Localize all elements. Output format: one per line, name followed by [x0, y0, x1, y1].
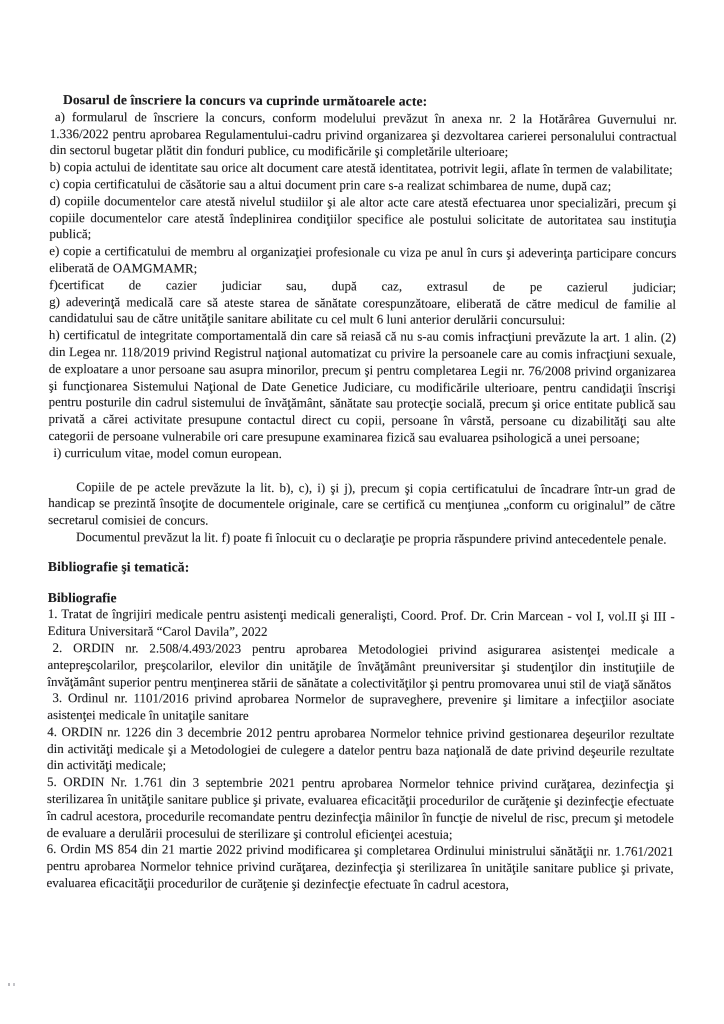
bibliography-item-2: 2. ORDIN nr. 2.508/4.493/2023 pentru aprobarea Metodologiei privind asigurarea asistenţei medicale a antepreşcolarilor, preşcolarilor, elevilor din unităţile de învăţământ preuniversitar şi studenţilor din instituţiile de învăţământ superior pentru menţinerea stării de sănătate a colectivităţilor şi pentru promovarea unui stil de viaţă sănătos [47, 639, 675, 692]
dossier-item-g: g) adeverinţă medicală care să ateste starea de sănătate corespunzătoare, eliberată de către medicul de familie al candidatului sau de către unităţile sanitare abilitate cu cel mult 6 luni anterior derulării concursului: [48, 293, 677, 328]
dossier-item-h: h) certificatul de integritate comportamentală din care să reiasă că nu s-au comis infracţiuni prevăzute la art. 1 alin. (2) din Legea nr. 118/2019 privind Registrul naţional automatizat cu privire la persoanele care au comis infracţiuni sexuale, de exploatare a unor persoane sau asupra minorilor, precum şi pentru completarea Legii nr. 76/2008 privind organizarea şi funcţionarea Sistemului Naţional de Date Genetice Judiciare, cu modificările ulterioare, pentru candidaţii înscrişi pentru posturile din cadrul sistemului de învăţământ, sănătate sau protecţie socială, precum şi orice entitate publică sau privată a cărei activitate presupune contactul direct cu copii, persoane în vârstă, persoane cu dizabilităţi sau alte categorii de persoane vulnerabile ori care presupune examinarea fizică sau evaluarea psihologică a unei persoane; [48, 327, 676, 446]
dossier-item-e: e) copie a certificatului de membru al organizaţiei profesionale cu viza pe anul în curs şi adeverinţa participare concurs eliberată de OAMGMAMR; [49, 243, 677, 276]
scan-speck-artifact [8, 982, 18, 988]
note-declaration: Documentul prevăzut la lit. f) poate fi înlocuit cu o declaraţie pe propria răspundere privind antecedentele penale. [76, 529, 667, 547]
document-content [47, 92, 677, 895]
bibliography-item-6: 6. Ordin MS 854 din 21 martie 2022 privind modificarea şi completarea Ordinului ministrului sănătăţii nr. 1.761/2021 pentru aprobarea Normelor tehnice privind curăţarea, dezinfecţia şi sterilizarea în unităţile sanitare publice şi private, evaluarea eficacităţii procedurilor de curăţenie şi dezinfecţie efectuate în cadrul acestora, [46, 841, 674, 893]
bibliography-item-3: 3. Ordinul nr. 1101/2016 privind aprobarea Normelor de supraveghere, prevenire şi limitare a infecţiilor asociate asistenţei medicale în unitaţile sanitare [47, 690, 675, 723]
bibliography-section-heading: Bibliografie şi tematică: [47, 558, 190, 575]
bibliography-subheading: Bibliografie [47, 589, 117, 605]
dossier-item-d: d) copiile documentelor care atestă nivelul studiilor şi ale altor acte care atestă efectuarea unor specializări, precum şi copiile documentelor care atestă îndeplinirea condiţiilor specifice ale postului solicitate de autoritatea sau instituţia publică; [49, 192, 677, 242]
dossier-item-a: a) formularul de înscriere la concurs, conform modelului prevăzut în anexa nr. 2 la Hotărârea Guvernului nr. 1.336/2022 pentru aprobarea Regulamentului-cadru privind organizarea şi dezvoltarea carierei personalului contractual din sectorul bugetar plătit din fonduri publice, cu modificările şi completările ulterioare; [49, 108, 677, 160]
dossier-heading: Dosarul de înscriere la concurs va cuprinde următoarele acte: [62, 92, 428, 109]
dossier-item-b: b) copia actului de identitate sau orice alt document care atestă identitatea, potrivit legii, aflate în termen de valabilitate; [49, 159, 673, 177]
bibliography-item-5: 5. ORDIN Nr. 1.761 din 3 septembrie 2021 pentru aprobarea Normelor tehnice privind curăţarea, dezinfecţia şi sterilizarea în unităţile sanitare publice şi private, evaluarea eficacităţii procedurilor de curăţenie şi dezinfecţie efectuate în cadrul acestora, procedurile recomandate pentru dezinfecţia mâinilor în funcţie de nivelul de risc, precum şi metodele de evaluare a derulării procesului de sterilizare şi controlul eficienţei acestuia; [46, 774, 675, 842]
dossier-item-i: i) curriculum vitae, model comun european. [53, 444, 282, 461]
note-certified-copies: Copiile de pe actele prevăzute la lit. b), c), i) şi j), precum şi copia certificatului de încadrare într-un grad de handicap se prezintă însoţite de documentele originale, care se certifică cu menţiunea „conform cu originalul” de către secretarul comisiei de concurs. [48, 478, 676, 528]
dossier-item-c: c) copia certificatului de căsătorie sau a altui document prin care s-a realizat schimbarea de nume, după caz; [49, 175, 612, 194]
bibliography-item-1: 1. Tratat de îngrijiri medicale pentru asistenţi medicali generalişti, Coord. Prof. Dr. Crin Marcean - vol I, vol.II şi III - Editura Universitară “Carol Davila”, 2022 [47, 606, 675, 640]
dossier-item-f: f)certificat de cazier judiciar sau, după caz, extrasul de pe cazierul judiciar; [49, 276, 677, 295]
bibliography-item-4: 4. ORDIN nr. 1226 din 3 decembrie 2012 pentru aprobarea Normelor tehnice privind gestionarea deşeurilor rezultate din activităţi medicale şi a Metodologiei de culegere a datelor pentru baza naţională de date privind deşeurile rezultate din activităţi medicale; [47, 723, 675, 773]
